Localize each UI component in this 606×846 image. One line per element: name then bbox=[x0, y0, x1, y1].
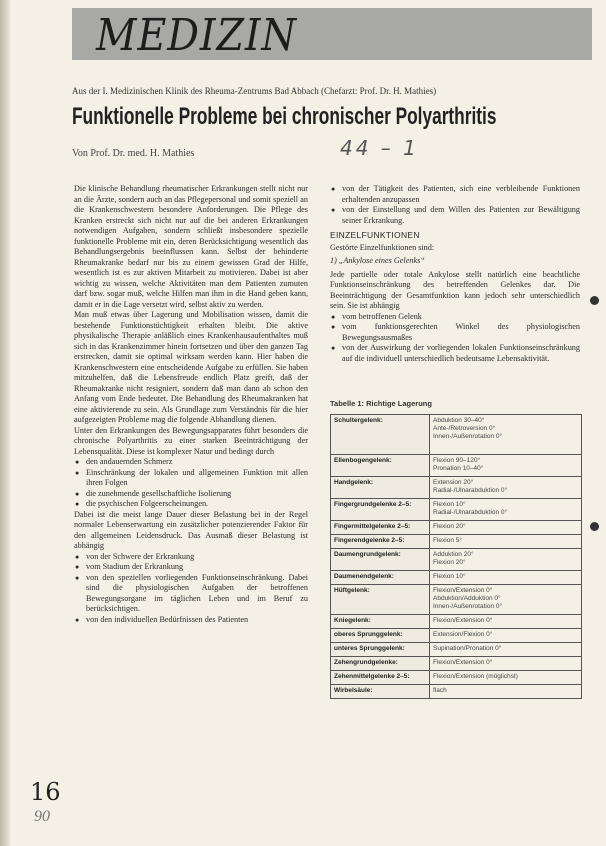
table-row bbox=[331, 629, 582, 643]
paragraph: Die klinische Behandlung rheumatischer Erkrankungen stellt nicht nur an die Ärzte, sondern auch an das Pflegepersonal und somit speziell an die Krankenschwestern besondere Anforderungen. Die Pflege des Kranken erstreckt sich nicht nur auf die bei anderen Erkrankungen notwendigen Aufgaben, sondern schließt insbesondere spezielle funktionelle Probleme mit ein, deren Berücksichtigung wesentlich das Behandlungsergebnis beeinflussen kann. Selbst der behinderte Rheumakranke bedarf nur bis zu einem gewissen Grad der Hilfe, wesentlich ist es zur aktiven Mitarbeit zu motivieren. Dabei ist aber wichtig zu wissen, welche Aktivitäten man dem Patienten zumuten darf bzw. sogar muß, welche Hilfen man ihm in die Hand geben kann, damit er in die Lage versetzt wird, selbst aktiv zu werden. bbox=[74, 184, 308, 309]
list-item: ● von den speziellen vorliegenden Funktionseinschränkung. Dabei sind die physiologischen Aufgaben der betroffenen Bewegungsorgane im täglichen Leben und im Beruf zu berücksichtigen. bbox=[86, 573, 308, 615]
paragraph: Man muß etwas über Lagerung und Mobilisation wissen, damit die bestehende Funktionstüchtigkeit erhalten bleibt. Die aktive physikalische Therapie anläßlich eines Krankenhausaufenthaltes muß sich in das Krankenzimmer hinein fortsetzen und über den ganzen Tag erstrecken, damit sie optimal wirksam werden kann. Hier haben die Krankenschwestern eine entscheidende Aufgabe zu erfüllen. Sie haben mitzuhelfen, daß die Lebensfreude endlich Platz greift, daß der Rheumakranke nicht resigniert, sondern daß man dann ab schon den Anfang vom Ende bedeutet. Die Behandlung des Rheumakranken hat eine aktivierende zu sein. Als Grundlage zum Verständnis für die hier aufgezeigten Probleme mag die folgende Abhandlung dienen. bbox=[74, 310, 308, 424]
list-item: ● vom Stadium der Erkrankung bbox=[86, 562, 308, 573]
joint-cell: Fingerendgelenke 2–5: bbox=[331, 535, 430, 549]
joint-cell: oberes Sprunggelenk: bbox=[331, 629, 430, 643]
position-value-cell: Extension 20° Radial-/Ulnarabduktion 0° bbox=[430, 477, 582, 499]
article-title: Funktionelle Probleme bei chronischer Polyarthritis bbox=[72, 103, 497, 130]
position-value-cell: Flexion/Extension 0° bbox=[430, 657, 582, 671]
list-item: ● die psychischen Folgeerscheinungen. bbox=[86, 499, 308, 510]
position-value-cell: Extension/Flexion 0° bbox=[430, 629, 582, 643]
table-row bbox=[331, 643, 582, 657]
bullet-list bbox=[74, 457, 308, 510]
paragraph: Jede partielle oder totale Ankylose stellt natürlich eine beachtliche Funktionseinschränkung des betreffenden Gelenkes dar. Die Beeinträchtigung der Gesamtfunktion kann jedoch sehr unterschiedlich sein. Sie ist abhängig bbox=[330, 269, 580, 310]
table-row bbox=[331, 685, 582, 699]
joint-cell: Hüftgelenk: bbox=[331, 585, 430, 615]
position-value-cell: Flexion/Extension (möglichst) bbox=[430, 671, 582, 685]
list-item: ● vom betroffenen Gelenk bbox=[342, 312, 580, 323]
list-item: ● von den individuellen Bedürfnissen des Patienten bbox=[86, 615, 308, 626]
position-value-cell: Flexion/Extension 0° Abduktion/Adduktion 0° Innen-/Außenrotation 0° bbox=[430, 585, 582, 615]
section-title: MEDIZIN bbox=[96, 10, 297, 61]
affiliation-line: Aus der I. Medizinischen Klinik des Rheuma-Zentrums Bad Abbach (Chefarzt: Prof. Dr. H. Mathies) bbox=[72, 86, 437, 96]
pen-mark: 90 bbox=[34, 808, 50, 825]
table-row bbox=[331, 477, 582, 499]
table-row bbox=[331, 671, 582, 685]
table-row bbox=[331, 499, 582, 521]
joint-cell: unteres Sprunggelenk: bbox=[331, 643, 430, 657]
list-item: ● von der Einstellung und dem Willen des Patienten zur Bewältigung seiner Erkrankung. bbox=[342, 205, 580, 226]
position-value-cell: Abduktion 30–40° Ante-/Retroversion 0° Innen-/Außenrotation 0° bbox=[430, 415, 582, 455]
list-item: ● von der Schwere der Erkrankung bbox=[86, 552, 308, 563]
position-value-cell: Flexion 10° Radial-/Ulnarabduktion 0° bbox=[430, 499, 582, 521]
section-header-banner bbox=[72, 8, 592, 60]
handwritten-note: 44 – 1 bbox=[340, 136, 419, 160]
joint-cell: Wirbelsäule: bbox=[331, 685, 430, 699]
table-row bbox=[331, 571, 582, 585]
position-value-cell: Supination/Pronation 0° bbox=[430, 643, 582, 657]
table-row bbox=[331, 521, 582, 535]
list-item: ● den andauernden Schmerz bbox=[86, 457, 308, 468]
list-item: ● Einschränkung der lokalen und allgemeinen Funktion mit allen ihren Folgen bbox=[86, 468, 308, 489]
right-column bbox=[330, 184, 580, 364]
position-value-cell: flach bbox=[430, 685, 582, 699]
sub-sub-heading: 1) „Ankylose eines Gelenks“ bbox=[330, 256, 425, 265]
section-heading: EINZELFUNKTIONEN bbox=[330, 230, 420, 240]
table-row bbox=[331, 657, 582, 671]
bullet-list bbox=[74, 552, 308, 626]
joint-cell: Daumenendgelenk: bbox=[331, 571, 430, 585]
position-value-cell: Flexion 10° bbox=[430, 571, 582, 585]
list-item: ● vom funktionsgerechten Winkel des physiologischen Bewegungsausmaßes bbox=[342, 322, 580, 343]
position-value-cell: Flexion 90–120° Pronation 10–40° bbox=[430, 455, 582, 477]
joint-cell: Zehengrundgelenke: bbox=[331, 657, 430, 671]
table-row bbox=[331, 415, 582, 455]
bullet-list bbox=[330, 312, 580, 365]
table-caption: Tabelle 1: Richtige Lagerung bbox=[330, 399, 432, 408]
position-value-cell: Flexion 20° bbox=[430, 521, 582, 535]
page-number: 16 bbox=[30, 778, 61, 806]
list-item: ● von der Auswirkung der vorliegenden lokalen Funktionseinschränkung auf die individuell unterschiedlich bedeutsame Lebensaktivität. bbox=[342, 343, 580, 364]
punch-hole bbox=[590, 522, 599, 531]
paragraph: Unter den Erkrankungen des Bewegungsapparates führt besonders die chronische Polyarthritis zu einer starken Beeinträchtigung der Lebensqualität. Diese ist komplexer Natur und bedingt durch bbox=[74, 425, 308, 456]
position-value-cell: Flexion 5° bbox=[430, 535, 582, 549]
table-row bbox=[331, 455, 582, 477]
joint-cell: Zehenmittelgelenke 2–5: bbox=[331, 671, 430, 685]
author-line: Von Prof. Dr. med. H. Mathies bbox=[72, 148, 195, 159]
table-row bbox=[331, 615, 582, 629]
table-row bbox=[331, 549, 582, 571]
joint-cell: Schultergelenk: bbox=[331, 415, 430, 455]
binding-spine bbox=[0, 0, 10, 846]
position-value-cell: Adduktion 20° Flexion 20° bbox=[430, 549, 582, 571]
punch-hole bbox=[590, 296, 599, 305]
position-value-cell: Flexion/Extension 0° bbox=[430, 615, 582, 629]
list-item: ● von der Tätigkeit des Patienten, sich eine verbleibende Funktionen erhaltenden anzupassen bbox=[342, 184, 580, 205]
joint-cell: Kniegelenk: bbox=[331, 615, 430, 629]
joint-cell: Daumengrundgelenk: bbox=[331, 549, 430, 571]
paragraph: Dabei ist die meist lange Dauer dieser Belastung bei in der Regel normaler Lebenserwartung ein zusätzlicher potenzierender Faktor für den allgemeinen Leidensdruck. Das Ausmaß dieser Belastung ist abhängig bbox=[74, 509, 308, 550]
joint-cell: Fingergrundgelenke 2–5: bbox=[331, 499, 430, 521]
list-item: ● die zunehmende gesellschaftliche Isolierung bbox=[86, 489, 308, 500]
table-row bbox=[331, 535, 582, 549]
sub-heading: Gestörte Einzelfunktionen sind: bbox=[330, 242, 435, 252]
joint-cell: Fingermittelgelenke 2–5: bbox=[331, 521, 430, 535]
positioning-table bbox=[330, 414, 582, 699]
table-row bbox=[331, 585, 582, 615]
bullet-list bbox=[330, 184, 580, 226]
left-column bbox=[74, 184, 308, 625]
joint-cell: Ellenbogengelenk: bbox=[331, 455, 430, 477]
joint-cell: Handgelenk: bbox=[331, 477, 430, 499]
